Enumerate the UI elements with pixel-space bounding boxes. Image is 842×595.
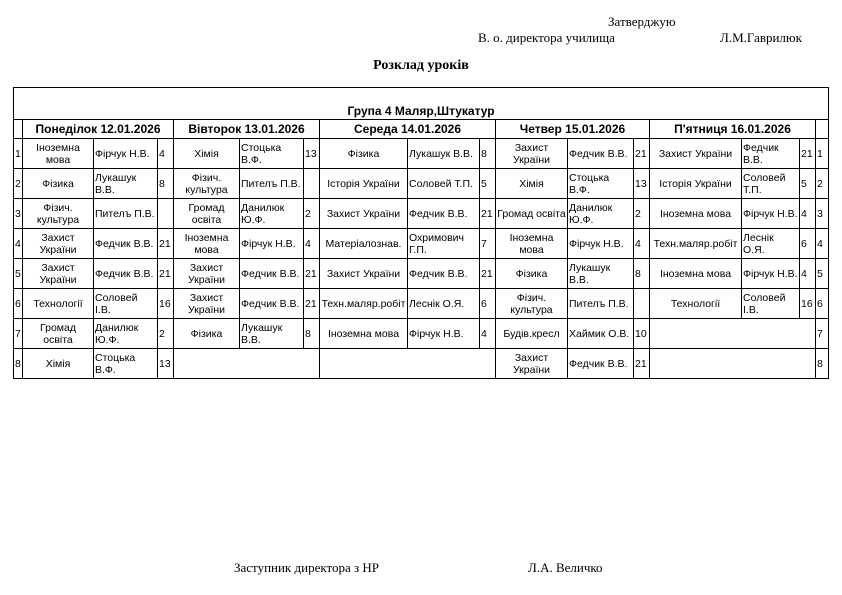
teacher-cell: Лукашук В.В. (568, 259, 634, 289)
day-header-wednesday: Середа 14.01.2026 (320, 120, 496, 139)
room-cell: 4 (800, 259, 816, 289)
teacher-cell: Федчик В.В. (94, 259, 158, 289)
lesson-number-right: 5 (816, 259, 829, 289)
room-cell: 4 (800, 199, 816, 229)
room-cell: 4 (158, 139, 174, 169)
day-header-row (14, 120, 829, 139)
teacher-cell: Стоцька В.Ф. (568, 169, 634, 199)
teacher-cell: Соловей І.В. (94, 289, 158, 319)
subject-cell: Громад освіта (23, 319, 94, 349)
room-cell: 10 (634, 319, 650, 349)
subject-cell: Фізич. культура (23, 199, 94, 229)
room-cell: 2 (158, 319, 174, 349)
director-name: Л.М.Гаврилюк (720, 30, 802, 45)
lesson-number-right: 2 (816, 169, 829, 199)
lesson-number-right: 7 (816, 319, 829, 349)
lesson-number: 7 (14, 319, 23, 349)
subject-cell: Іноземна мова (650, 259, 742, 289)
lesson-row (14, 169, 829, 199)
room-cell: 4 (304, 229, 320, 259)
empty-slot (650, 349, 816, 379)
table-top-spacer (14, 88, 829, 103)
subject-cell: Історія України (650, 169, 742, 199)
room-cell: 5 (800, 169, 816, 199)
teacher-cell: Федчик В.В. (94, 229, 158, 259)
subject-cell: Фізика (496, 259, 568, 289)
teacher-cell: Фірчук Н.В. (742, 259, 800, 289)
room-cell: 4 (480, 319, 496, 349)
room-cell: 2 (634, 199, 650, 229)
room-cell: 21 (304, 259, 320, 289)
subject-cell: Іноземна мова (320, 319, 408, 349)
subject-cell: Захист України (23, 229, 94, 259)
subject-cell: Громад освіта (174, 199, 240, 229)
subject-cell: Іноземна мова (496, 229, 568, 259)
subject-cell: Захист України (174, 259, 240, 289)
lesson-row (14, 229, 829, 259)
lesson-number-right: 4 (816, 229, 829, 259)
room-cell: 8 (158, 169, 174, 199)
teacher-cell: Лукашук В.В. (240, 319, 304, 349)
teacher-cell: Стоцька В.Ф. (94, 349, 158, 379)
subject-cell: Захист України (496, 139, 568, 169)
teacher-cell: Соловей Т.П. (408, 169, 480, 199)
teacher-cell: Федчик В.В. (240, 259, 304, 289)
room-cell: 21 (158, 259, 174, 289)
subject-cell: Фізич. культура (496, 289, 568, 319)
subject-cell: Захист України (320, 199, 408, 229)
lesson-number-right: 6 (816, 289, 829, 319)
room-cell: 21 (634, 349, 650, 379)
subject-cell: Іноземна мова (650, 199, 742, 229)
subject-cell: Фізика (23, 169, 94, 199)
room-cell: 21 (480, 259, 496, 289)
page-title: Розклад уроків (373, 58, 469, 73)
lesson-number-right: 1 (816, 139, 829, 169)
subject-cell: Захист України (496, 349, 568, 379)
day-header-friday: П'ятниця 16.01.2026 (650, 120, 816, 139)
teacher-cell: Фірчук Н.В. (568, 229, 634, 259)
empty-slot (320, 349, 496, 379)
teacher-cell: Стоцька В.Ф. (240, 139, 304, 169)
room-cell: 13 (304, 139, 320, 169)
day-header-monday: Понеділок 12.01.2026 (23, 120, 174, 139)
subject-cell: Техн.маляр.робіт (320, 289, 408, 319)
room-cell (158, 199, 174, 229)
subject-cell: Іноземна мова (174, 229, 240, 259)
lesson-row (14, 349, 829, 379)
teacher-cell: Соловей Т.П. (742, 169, 800, 199)
lesson-number: 5 (14, 259, 23, 289)
group-row (14, 102, 829, 120)
room-cell: 21 (304, 289, 320, 319)
schedule-table (13, 87, 829, 379)
subject-cell: Захист України (650, 139, 742, 169)
lesson-number: 8 (14, 349, 23, 379)
room-cell: 4 (634, 229, 650, 259)
room-cell: 13 (158, 349, 174, 379)
room-cell: 21 (158, 229, 174, 259)
lesson-number: 3 (14, 199, 23, 229)
room-cell: 21 (480, 199, 496, 229)
teacher-cell: Фірчук Н.В. (408, 319, 480, 349)
subject-cell: Фізика (174, 319, 240, 349)
lesson-number: 6 (14, 289, 23, 319)
room-cell: 8 (634, 259, 650, 289)
day-header-tuesday: Вівторок 13.01.2026 (174, 120, 320, 139)
teacher-cell: Федчик В.В. (408, 199, 480, 229)
teacher-cell: Фірчук Н.В. (742, 199, 800, 229)
subject-cell: Хімія (23, 349, 94, 379)
lesson-row (14, 289, 829, 319)
subject-cell: Захист України (174, 289, 240, 319)
teacher-cell: Лукашук В.В. (94, 169, 158, 199)
room-cell: 2 (304, 199, 320, 229)
teacher-cell: Хаймик О.В. (568, 319, 634, 349)
empty-slot (174, 349, 320, 379)
teacher-cell: Фірчук Н.В. (240, 229, 304, 259)
teacher-cell: Фірчук Н.В. (94, 139, 158, 169)
subject-cell: Матеріалознав. (320, 229, 408, 259)
teacher-cell: Данилюк Ю.Ф. (240, 199, 304, 229)
room-cell: 5 (480, 169, 496, 199)
lesson-row (14, 139, 829, 169)
approval-label: Затверджую (608, 14, 676, 29)
lesson-row (14, 259, 829, 289)
subject-cell: Технології (650, 289, 742, 319)
teacher-cell: Пителъ П.В. (94, 199, 158, 229)
room-cell: 6 (480, 289, 496, 319)
room-cell: 13 (634, 169, 650, 199)
room-cell: 16 (158, 289, 174, 319)
teacher-cell: Соловей І.В. (742, 289, 800, 319)
subject-cell: Хімія (496, 169, 568, 199)
room-cell (634, 289, 650, 319)
lesson-row (14, 199, 829, 229)
teacher-cell: Данилюк Ю.Ф. (568, 199, 634, 229)
room-cell: 21 (800, 139, 816, 169)
teacher-cell: Федчик В.В. (568, 139, 634, 169)
teacher-cell: Данилюк Ю.Ф. (94, 319, 158, 349)
subject-cell: Захист України (23, 259, 94, 289)
room-cell: 21 (634, 139, 650, 169)
room-cell (304, 169, 320, 199)
day-header-spacer (816, 120, 829, 139)
teacher-cell: Леснік О.Я. (408, 289, 480, 319)
room-cell: 7 (480, 229, 496, 259)
subject-cell: Будів.кресл (496, 319, 568, 349)
teacher-cell: Охримович Г.П. (408, 229, 480, 259)
subject-cell: Хімія (174, 139, 240, 169)
teacher-cell: Федчик В.В. (408, 259, 480, 289)
subject-cell: Історія України (320, 169, 408, 199)
teacher-cell: Пителъ П.В. (568, 289, 634, 319)
deputy-name: Л.А. Величко (528, 560, 603, 575)
teacher-cell: Пителъ П.В. (240, 169, 304, 199)
subject-cell: Фізика (320, 139, 408, 169)
teacher-cell: Лукашук В.В. (408, 139, 480, 169)
lesson-number-right: 3 (816, 199, 829, 229)
group-title: Група 4 Маляр,Штукатур (14, 102, 829, 120)
subject-cell: Іноземна мова (23, 139, 94, 169)
teacher-cell: Федчик В.В. (742, 139, 800, 169)
lesson-number: 4 (14, 229, 23, 259)
subject-cell: Технології (23, 289, 94, 319)
teacher-cell: Леснік О.Я. (742, 229, 800, 259)
subject-cell: Захист України (320, 259, 408, 289)
subject-cell: Техн.маляр.робіт (650, 229, 742, 259)
empty-slot (650, 319, 816, 349)
room-cell: 16 (800, 289, 816, 319)
lesson-number-right: 8 (816, 349, 829, 379)
lesson-row (14, 319, 829, 349)
director-role: В. о. директора училища (478, 30, 615, 45)
room-cell: 6 (800, 229, 816, 259)
day-header-thursday: Четвер 15.01.2026 (496, 120, 650, 139)
subject-cell: Громад освіта (496, 199, 568, 229)
teacher-cell: Федчик В.В. (240, 289, 304, 319)
day-header-spacer (14, 120, 23, 139)
room-cell: 8 (480, 139, 496, 169)
lesson-number: 1 (14, 139, 23, 169)
room-cell: 8 (304, 319, 320, 349)
teacher-cell: Федчик В.В. (568, 349, 634, 379)
lesson-number: 2 (14, 169, 23, 199)
deputy-role: Заступник директора з НР (234, 560, 380, 575)
subject-cell: Фізич. культура (174, 169, 240, 199)
